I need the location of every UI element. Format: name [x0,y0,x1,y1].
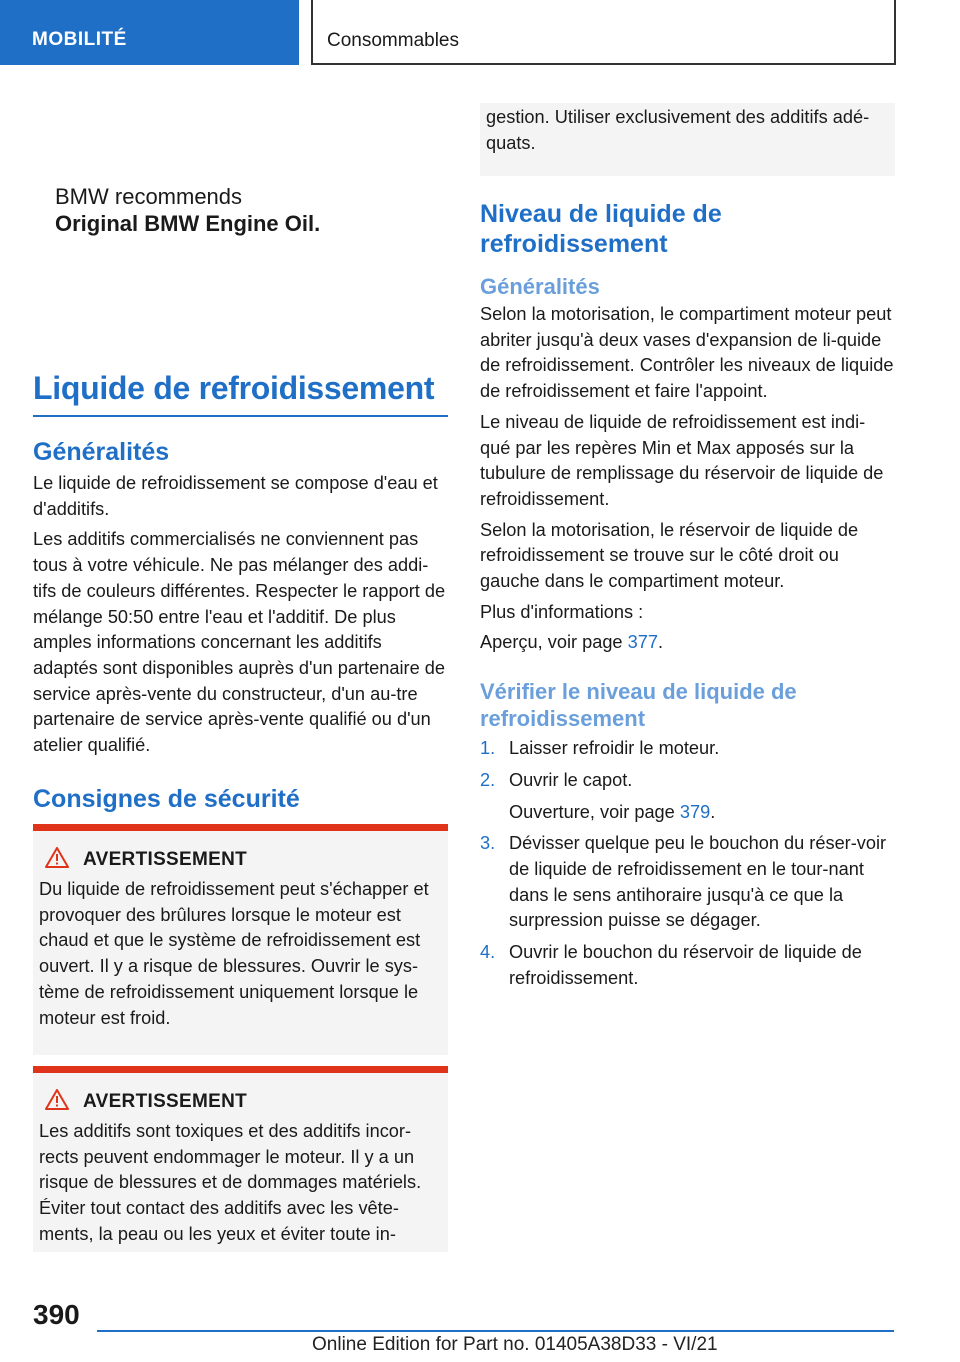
safety-section [33,784,448,814]
opening-reference-suffix: . [710,801,716,822]
warning-box-1 [33,824,448,1055]
overview-reference [480,630,895,656]
warning-box-2 [33,1066,448,1252]
list-item [480,768,895,825]
overview-reference-text: Aperçu, voir page [480,632,628,653]
warning-1-title: AVERTISSEMENT [83,849,248,870]
general-paragraph-1: Le liquide de refroidissement se compose d'eau et d'additifs. [33,473,438,519]
step-number: 1. [480,738,496,759]
warning-2-text: Les additifs sont toxiques et des additifs incor-rects peuvent endommager le moteur. Il y a un risque de blessures et de dommages matériels. Éviter tout contact des additifs avec les vête-ments, la peau ou les yeux et éviter toute in- [39,1121,422,1244]
overview-reference-suffix: . [657,632,664,653]
list-item [480,940,895,991]
coolant-level-heading: Niveau de liquide de refroidissement [480,200,722,258]
step-text: Dévisser quelque peu le bouchon du réser-voir de liquide de refroidissement en le tour-nant dans le sens antihoraire jusqu'à ce que la surpression puisse se dégager. [509,833,887,931]
header-chapter-tab [311,0,896,65]
warning-2-title: AVERTISSEMENT [83,1091,248,1112]
footer-divider [97,1330,894,1332]
level-paragraph-3: Selon la motorisation, le réservoir de liquide de refroidissement se trouve sur le côté droit ou gauche dans le compartiment moteur. [480,519,859,592]
general-heading: Généralités [33,438,170,466]
step-text: Laisser refroidir le moteur. [509,738,720,759]
check-level-heading: Vérifier le niveau de liquide de refroidissement [480,679,797,732]
general-paragraph-2: Les additifs commercialisés ne conviennent pas tous à votre véhicule. Ne pas mélanger des addi-tifs de couleurs différentes. Respecter le rapport de mélange 50:50 entre l'eau et l'additif. De plus amples informations concernant les additifs adaptés sont disponibles auprès d'un partenaire de service après-vente du constructeur, d'un au-tre partenaire de service après-vente qualifié ou d'un atelier qualifié. [33,529,446,756]
warning-2-title-row [45,1089,442,1115]
header-chapter-label: Consommables [327,30,459,51]
warning-triangle-icon [45,847,69,873]
header-section-label: MOBILITÉ [32,29,127,50]
coolant-level-section [480,199,895,997]
opening-reference-text: Ouverture, voir page [509,801,680,822]
bmw-oil-recommendation [55,183,320,237]
step-text: Ouvrir le capot. [509,769,633,790]
footer-edition: Online Edition for Part no. 01405A38D33 - VI/21 [312,1334,718,1355]
warning-continuation [480,103,895,176]
step-number: 4. [480,942,496,963]
list-item [480,831,895,934]
warning-triangle-icon [45,1089,69,1115]
step-number: 2. [480,769,496,790]
left-general [33,437,448,764]
step-text: Ouvrir le bouchon du réservoir de liquide de refroidissement. [509,942,862,988]
overview-page-link[interactable]: 377 [627,632,658,653]
oil-line-2: Original BMW Engine Oil. [55,211,321,236]
check-steps-list [480,736,895,991]
continuation-text: gestion. Utiliser exclusivement des additifs adé-quats. [486,107,870,153]
step-sub-reference [509,800,895,826]
level-paragraph-1: Selon la motorisation, le compartiment moteur peut abriter jusqu'à deux vases d'expansion de li-quide de refroidissement. Contrôler les niveaux de liquide de refroidissement et faire l'appoint. [480,304,894,402]
oil-line-1: BMW recommends [55,184,243,209]
header-section-tab [0,0,299,65]
list-item [480,736,895,762]
section-title: Liquide de refroidissement [33,370,448,417]
opening-page-link[interactable]: 379 [679,801,711,822]
warning-1-title-row [45,847,442,873]
safety-heading: Consignes de sécurité [33,785,300,813]
level-paragraph-4: Plus d'informations : [480,601,644,622]
step-number: 3. [480,833,496,854]
level-paragraph-2: Le niveau de liquide de refroidissement est indi-qué par les repères Min et Max apposés sur la tubulure de remplissage du réservoir de liquide de refroidissement. [480,411,884,509]
level-general-heading: Généralités [480,274,600,299]
warning-1-text: Du liquide de refroidissement peut s'échapper et provoquer des brûlures lorsque le moteur est chaud et que le système de refroidissement est ouvert. Il y a risque de blessures. Ouvrir le sys-tème de refroidissement uniquement lorsque le moteur est froid. [39,879,429,1028]
page-number: 390 [33,1299,80,1330]
